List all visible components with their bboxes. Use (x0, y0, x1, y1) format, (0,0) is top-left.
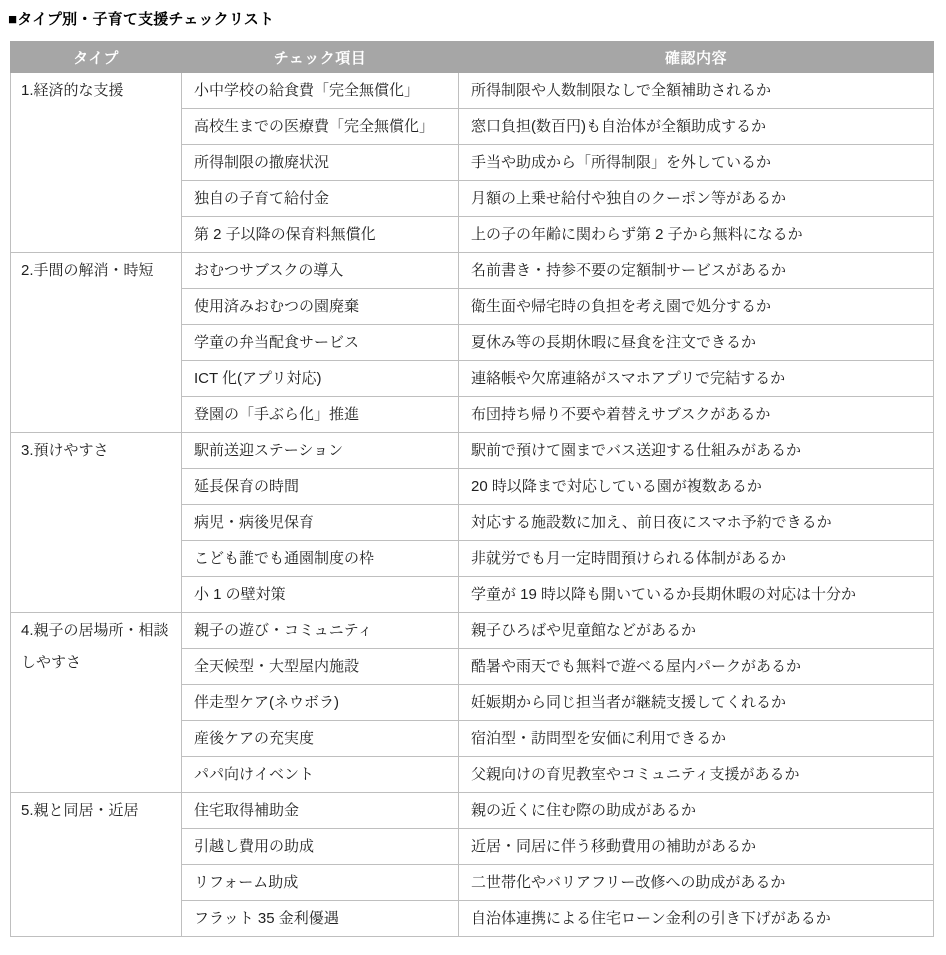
check-item-cell: 伴走型ケア(ネウボラ) (182, 685, 459, 721)
type-cell: 1.経済的な支援 (11, 73, 182, 253)
confirmation-cell: 窓口負担(数百円)も自治体が全額助成するか (459, 109, 934, 145)
confirmation-cell: 自治体連携による住宅ローン金利の引き下げがあるか (459, 901, 934, 937)
confirmation-cell: 親子ひろばや児童館などがあるか (459, 613, 934, 649)
confirmation-cell: 父親向けの育児教室やコミュニティ支援があるか (459, 757, 934, 793)
childcare-support-checklist-table (10, 41, 934, 937)
check-item-cell: 所得制限の撤廃状況 (182, 145, 459, 181)
confirmation-cell: 非就労でも月一定時間預けられる体制があるか (459, 541, 934, 577)
table-row (11, 793, 934, 829)
check-item-cell: おむつサブスクの導入 (182, 253, 459, 289)
column-header-check-item: チェック項目 (182, 42, 459, 73)
check-item-cell: フラット 35 金利優遇 (182, 901, 459, 937)
type-cell: 4.親子の居場所・相談しやすさ (11, 613, 182, 793)
check-item-cell: 駅前送迎ステーション (182, 433, 459, 469)
confirmation-cell: 駅前で預けて園までバス送迎する仕組みがあるか (459, 433, 934, 469)
confirmation-cell: 20 時以降まで対応している園が複数あるか (459, 469, 934, 505)
check-item-cell: 住宅取得補助金 (182, 793, 459, 829)
type-cell: 2.手間の解消・時短 (11, 253, 182, 433)
check-item-cell: 親子の遊び・コミュニティ (182, 613, 459, 649)
confirmation-cell: 近居・同居に伴う移動費用の補助があるか (459, 829, 934, 865)
confirmation-cell: 学童が 19 時以降も開いているか長期休暇の対応は十分か (459, 577, 934, 613)
confirmation-cell: 月額の上乗せ給付や独自のクーポン等があるか (459, 181, 934, 217)
checklist-table-body (11, 73, 934, 937)
check-item-cell: 第 2 子以降の保育料無償化 (182, 217, 459, 253)
confirmation-cell: 妊娠期から同じ担当者が継続支援してくれるか (459, 685, 934, 721)
confirmation-cell: 対応する施設数に加え、前日夜にスマホ予約できるか (459, 505, 934, 541)
table-row (11, 253, 934, 289)
check-item-cell: 産後ケアの充実度 (182, 721, 459, 757)
check-item-cell: 高校生までの医療費「完全無償化」 (182, 109, 459, 145)
column-header-confirmation: 確認内容 (459, 42, 934, 73)
check-item-cell: 全天候型・大型屋内施設 (182, 649, 459, 685)
confirmation-cell: 二世帯化やバリアフリー改修への助成があるか (459, 865, 934, 901)
confirmation-cell: 夏休み等の長期休暇に昼食を注文できるか (459, 325, 934, 361)
check-item-cell: パパ向けイベント (182, 757, 459, 793)
type-cell: 3.預けやすさ (11, 433, 182, 613)
table-header-row (11, 42, 934, 73)
check-item-cell: 病児・病後児保育 (182, 505, 459, 541)
check-item-cell: 登園の「手ぶら化」推進 (182, 397, 459, 433)
confirmation-cell: 所得制限や人数制限なしで全額補助されるか (459, 73, 934, 109)
check-item-cell: 小 1 の壁対策 (182, 577, 459, 613)
confirmation-cell: 布団持ち帰り不要や着替えサブスクがあるか (459, 397, 934, 433)
confirmation-cell: 名前書き・持参不要の定額制サービスがあるか (459, 253, 934, 289)
confirmation-cell: 手当や助成から「所得制限」を外しているか (459, 145, 934, 181)
page-title: ■タイプ別・子育て支援チェックリスト (8, 11, 275, 28)
confirmation-cell: 酷暑や雨天でも無料で遊べる屋内パークがあるか (459, 649, 934, 685)
table-row (11, 73, 934, 109)
confirmation-cell: 衛生面や帰宅時の負担を考え園で処分するか (459, 289, 934, 325)
check-item-cell: 小中学校の給食費「完全無償化」 (182, 73, 459, 109)
check-item-cell: 延長保育の時間 (182, 469, 459, 505)
check-item-cell: 独自の子育て給付金 (182, 181, 459, 217)
check-item-cell: リフォーム助成 (182, 865, 459, 901)
confirmation-cell: 上の子の年齢に関わらず第 2 子から無料になるか (459, 217, 934, 253)
confirmation-cell: 親の近くに住む際の助成があるか (459, 793, 934, 829)
type-cell: 5.親と同居・近居 (11, 793, 182, 937)
check-item-cell: 使用済みおむつの園廃棄 (182, 289, 459, 325)
check-item-cell: 学童の弁当配食サービス (182, 325, 459, 361)
column-header-type: タイプ (11, 42, 182, 73)
table-row (11, 433, 934, 469)
confirmation-cell: 宿泊型・訪問型を安価に利用できるか (459, 721, 934, 757)
check-item-cell: こども誰でも通園制度の枠 (182, 541, 459, 577)
check-item-cell: ICT 化(アプリ対応) (182, 361, 459, 397)
confirmation-cell: 連絡帳や欠席連絡がスマホアプリで完結するか (459, 361, 934, 397)
table-row (11, 613, 934, 649)
check-item-cell: 引越し費用の助成 (182, 829, 459, 865)
